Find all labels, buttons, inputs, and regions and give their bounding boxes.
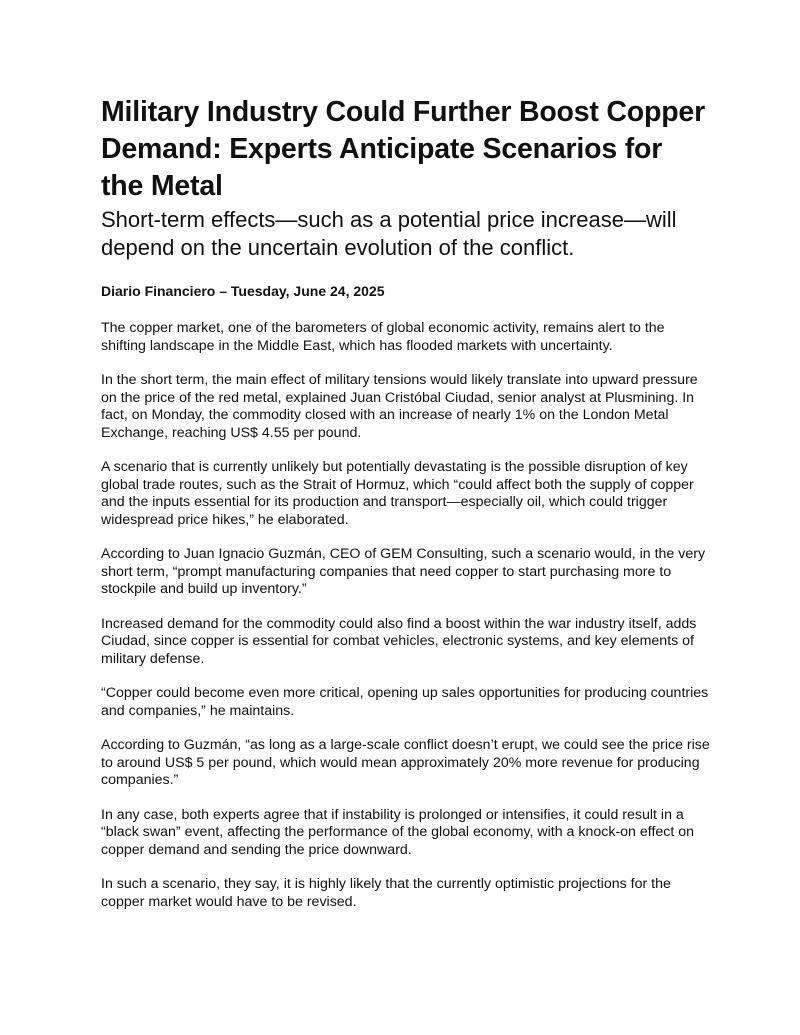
article-paragraph: In any case, both experts agree that if instability is prolonged or intensifies, it could result in a “black swan” event, affecting the performance of the global economy, with a knock-on effect on copper demand and sending the price downward. (101, 806, 695, 858)
article-paragraph: In the short term, the main effect of military tensions would likely translate into upward pressure on the price of the red metal, explained Juan Cristóbal Ciudad, senior analyst at Plusmining. In fact, on Monday, the commodity closed with an increase of nearly 1% on the London Metal Exchange, reaching US$ 4.55 per pound. (101, 372, 698, 441)
article-paragraph: “Copper could become even more critical, opening up sales opportunities for producing countries and companies,” he maintains. (101, 685, 709, 719)
article-paragraph: According to Guzmán, “as long as a large-scale conflict doesn’t erupt, we could see the price rise to around US$ 5 per pound, which would mean approximately 20% more revenue for producing companies.” (101, 737, 710, 788)
document-page (101, 94, 711, 928)
article-paragraph: In such a scenario, they say, it is highly likely that the currently optimistic projections for the copper market would have to be revised. (101, 876, 671, 910)
article-body (101, 320, 711, 911)
article-title: Military Industry Could Further Boost Copper Demand: Experts Anticipate Scenarios for the Metal (101, 96, 705, 202)
article-byline: Diario Financiero – Tuesday, June 24, 2025 (101, 283, 385, 299)
article-paragraph: According to Juan Ignacio Guzmán, CEO of GEM Consulting, such a scenario would, in the very short term, “prompt manufacturing companies that need copper to start purchasing more to stockpile and build up inventory.” (101, 546, 706, 597)
article-subtitle: Short-term effects—such as a potential price increase—will depend on the uncertain evolution of the conflict. (101, 207, 677, 260)
article-paragraph: The copper market, one of the barometers of global economic activity, remains alert to the shifting landscape in the Middle East, which has flooded markets with uncertainty. (101, 320, 665, 354)
article-paragraph: Increased demand for the commodity could also find a boost within the war industry itself, adds Ciudad, since copper is essential for combat vehicles, electronic systems, and key elements of military defense. (101, 615, 697, 667)
article-paragraph: A scenario that is currently unlikely but potentially devastating is the possible disruption of key global trade routes, such as the Strait of Hormuz, which “could affect both the supply of copper and the inputs essential for its production and transport—especially oil, which could trigger widespread price hikes,” he elaborated. (101, 459, 694, 528)
